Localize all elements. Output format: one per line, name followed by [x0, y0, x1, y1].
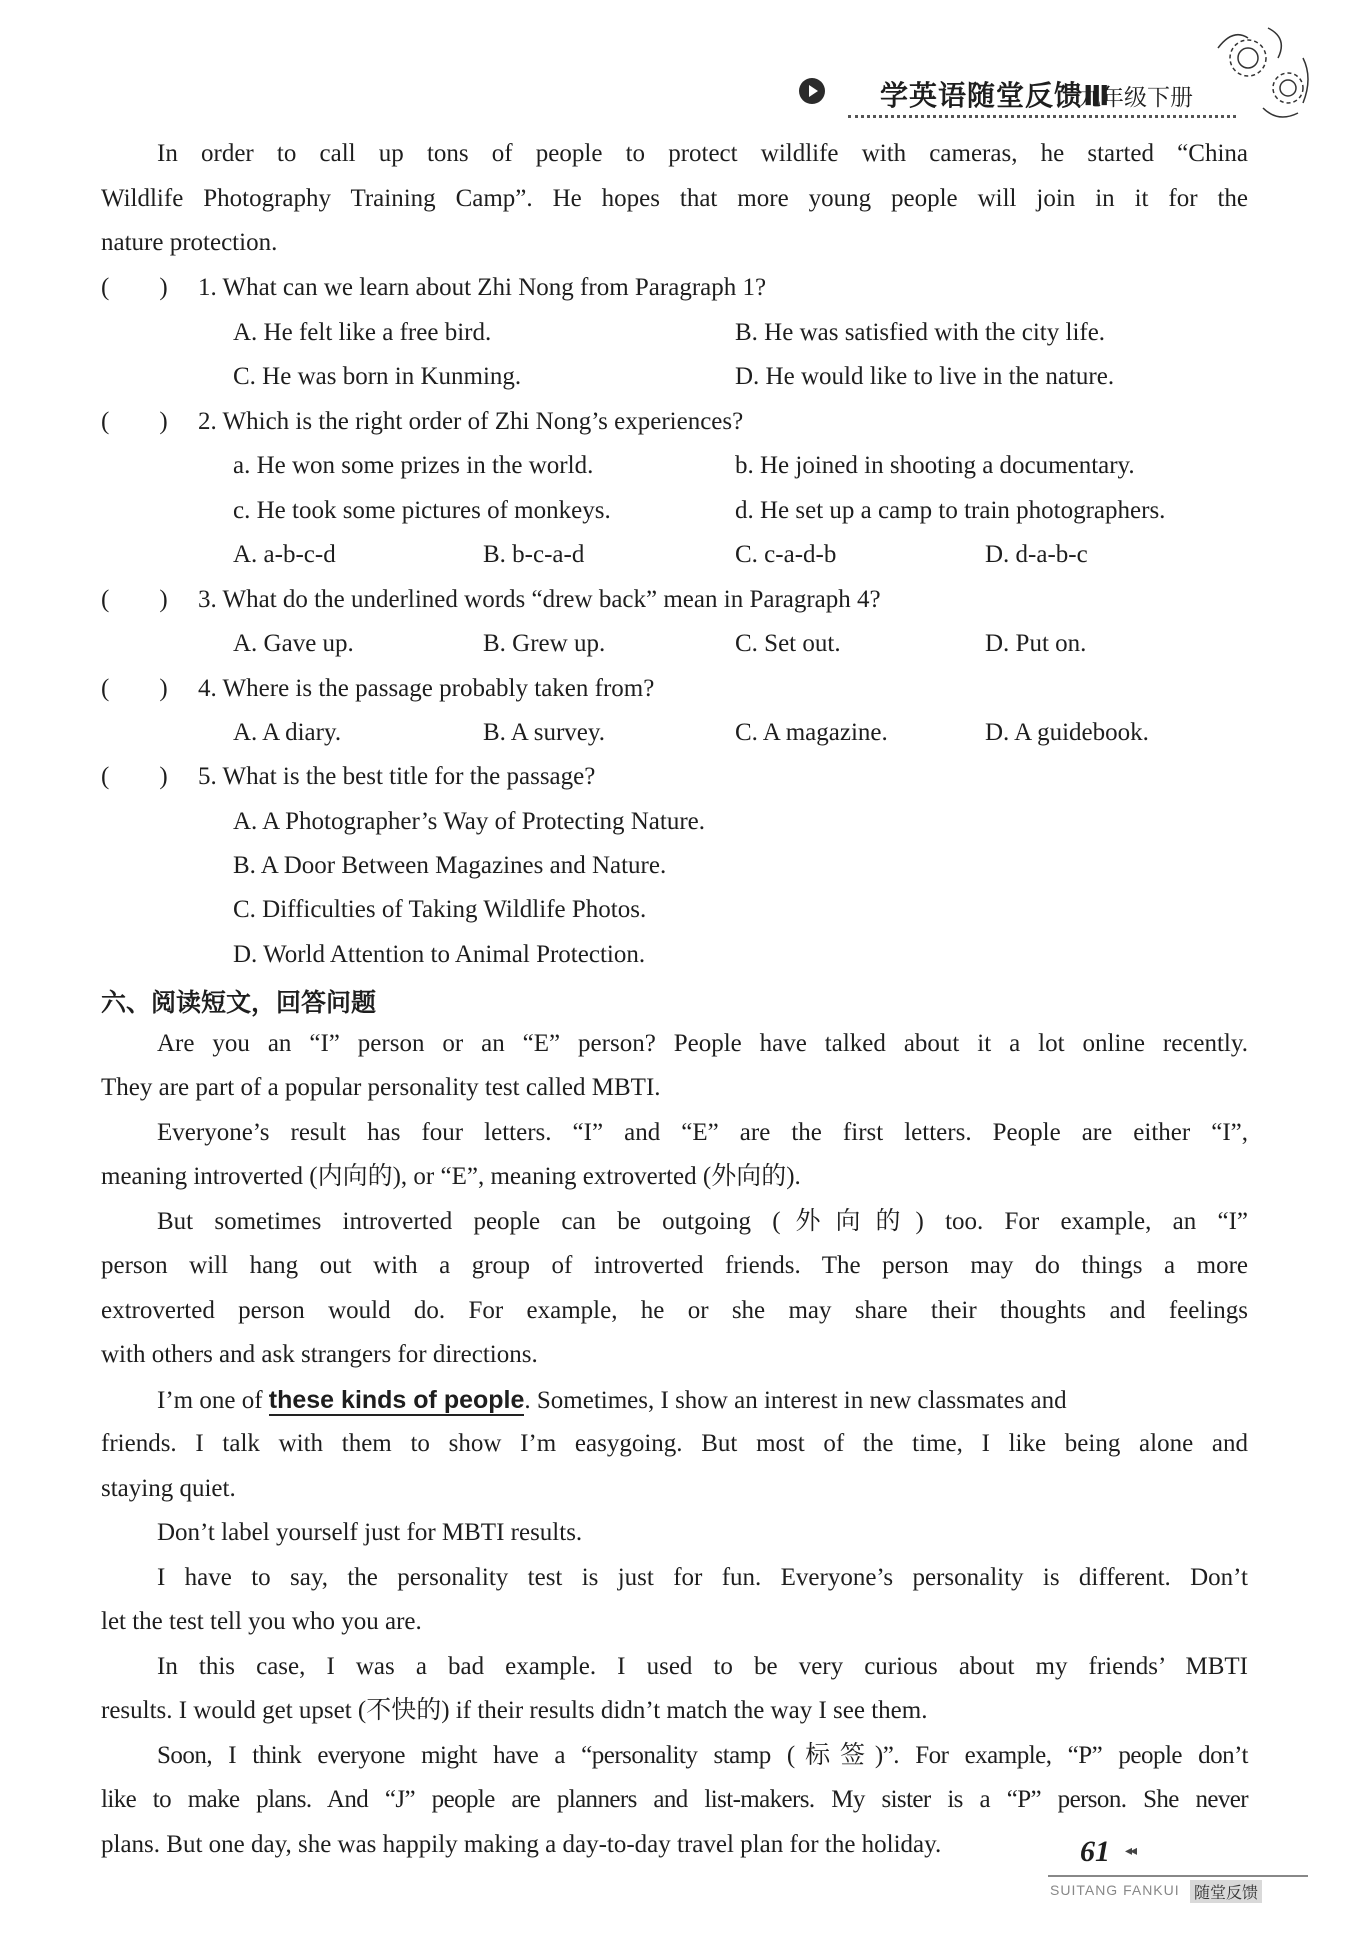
event-d: d. He set up a camp to train photographers.: [735, 497, 1166, 524]
paragraph-line: Soon, I think everyone might have a “personality stamp (标签)”. For example, “P” people don’t: [157, 1742, 1248, 1769]
answer-blank[interactable]: ( ): [101, 586, 168, 613]
paragraph-line: In order to call up tons of people to protect wildlife with cameras, he started “China: [157, 140, 1248, 167]
paragraph-line: person will hang out with a group of introverted friends. The person may do things a more: [101, 1252, 1248, 1279]
option-b: B. A Door Between Magazines and Nature.: [233, 852, 667, 879]
option-d: D. World Attention to Animal Protection.: [233, 941, 646, 968]
option-d: D. Put on.: [985, 630, 1087, 657]
page-number: 61: [1080, 1835, 1110, 1868]
option-b: B. He was satisfied with the city life.: [735, 319, 1106, 346]
text-run: I’m one of: [157, 1387, 269, 1414]
option-c: C. Set out.: [735, 630, 841, 657]
option-b: B. A survey.: [483, 719, 605, 746]
paragraph-line: But sometimes introverted people can be outgoing (外向的) too. For example, an “I”: [157, 1208, 1248, 1235]
question-stem: 2. Which is the right order of Zhi Nong’s experiences?: [198, 408, 744, 435]
book-grade: 九年级下册: [1078, 85, 1193, 111]
paragraph-line: Are you an “I” person or an “E” person? People have talked about it a lot online recently.: [157, 1030, 1248, 1057]
flower-decoration-icon: [1208, 18, 1318, 128]
option-a: A. A diary.: [233, 719, 342, 746]
option-d: D. A guidebook.: [985, 719, 1149, 746]
paragraph-line: nature protection.: [101, 229, 278, 256]
footer-tag: 随堂反馈: [1190, 1880, 1262, 1903]
paragraph-line: Everyone’s result has four letters. “I” and “E” are the first letters. People are either “I”,: [157, 1119, 1248, 1146]
question-stem: 4. Where is the passage probably taken from?: [198, 675, 655, 702]
option-c: C. A magazine.: [735, 719, 888, 746]
play-icon: [799, 78, 825, 104]
event-a: a. He won some prizes in the world.: [233, 452, 594, 479]
footer-brand: SUITANG FANKUI: [1050, 1882, 1180, 1898]
paragraph-line: friends. I talk with them to show I’m easygoing. But most of the time, I like being alone and: [101, 1430, 1248, 1457]
option-b: B. Grew up.: [483, 630, 606, 657]
answer-blank[interactable]: ( ): [101, 274, 168, 301]
paragraph-line: Wildlife Photography Training Camp”. He hopes that more young people will join in it for the: [101, 185, 1248, 212]
paragraph-line: with others and ask strangers for directions.: [101, 1341, 538, 1368]
option-a: A. A Photographer’s Way of Protecting Nature.: [233, 808, 705, 835]
answer-blank[interactable]: ( ): [101, 408, 168, 435]
underlined-phrase: these kinds of people: [268, 1386, 525, 1414]
paragraph-line: They are part of a popular personality test called MBTI.: [101, 1074, 661, 1101]
option-a: A. a-b-c-d: [233, 541, 336, 568]
header-divider: [848, 115, 1236, 118]
paragraph-line: staying quiet.: [101, 1475, 236, 1502]
paragraph-line: Don’t label yourself just for MBTI results.: [157, 1519, 583, 1546]
section-heading: 六、阅读短文，回答问题: [101, 988, 377, 1017]
event-b: b. He joined in shooting a documentary.: [735, 452, 1135, 479]
option-c: C. He was born in Kunming.: [233, 363, 522, 390]
option-a: A. He felt like a free bird.: [233, 319, 492, 346]
paragraph-line: meaning introverted (内向的), or “E”, meaning extroverted (外向的).: [101, 1163, 801, 1190]
text-run: . Sometimes, I show an interest in new classmates and: [524, 1387, 1067, 1414]
question-stem: 3. What do the underlined words “drew back” mean in Paragraph 4?: [198, 586, 881, 613]
arrow-left-icon: ◂◂: [1125, 1844, 1136, 1859]
footer-divider: [1048, 1875, 1308, 1877]
paragraph-line: plans. But one day, she was happily making a day-to-day travel plan for the holiday.: [101, 1831, 942, 1858]
paragraph-line: let the test tell you who you are.: [101, 1608, 422, 1635]
answer-blank[interactable]: ( ): [101, 675, 168, 702]
option-b: B. b-c-a-d: [483, 541, 585, 568]
paragraph-line: like to make plans. And “J” people are planners and list-makers. My sister is a “P” person. She never: [101, 1786, 1248, 1813]
paragraph-line: extroverted person would do. For example, he or she may share their thoughts and feelings: [101, 1297, 1248, 1324]
paragraph-line: I have to say, the personality test is just for fun. Everyone’s personality is different. Don’t: [157, 1564, 1248, 1591]
option-c: C. c-a-d-b: [735, 541, 837, 568]
answer-blank[interactable]: ( ): [101, 763, 168, 790]
paragraph-line: results. I would get upset (不快的) if their results didn’t match the way I see them.: [101, 1697, 928, 1724]
book-title: 学英语随堂反馈Ⅲ: [880, 79, 1111, 112]
option-c: C. Difficulties of Taking Wildlife Photos.: [233, 896, 647, 923]
option-d: D. d-a-b-c: [985, 541, 1088, 568]
option-a: A. Gave up.: [233, 630, 354, 657]
question-stem: 5. What is the best title for the passage?: [198, 763, 596, 790]
question-stem: 1. What can we learn about Zhi Nong from Paragraph 1?: [198, 274, 767, 301]
option-d: D. He would like to live in the nature.: [735, 363, 1115, 390]
paragraph-line: [101, 1384, 1248, 1417]
paragraph-line: In this case, I was a bad example. I used to be very curious about my friends’ MBTI: [157, 1653, 1248, 1680]
event-c: c. He took some pictures of monkeys.: [233, 497, 611, 524]
